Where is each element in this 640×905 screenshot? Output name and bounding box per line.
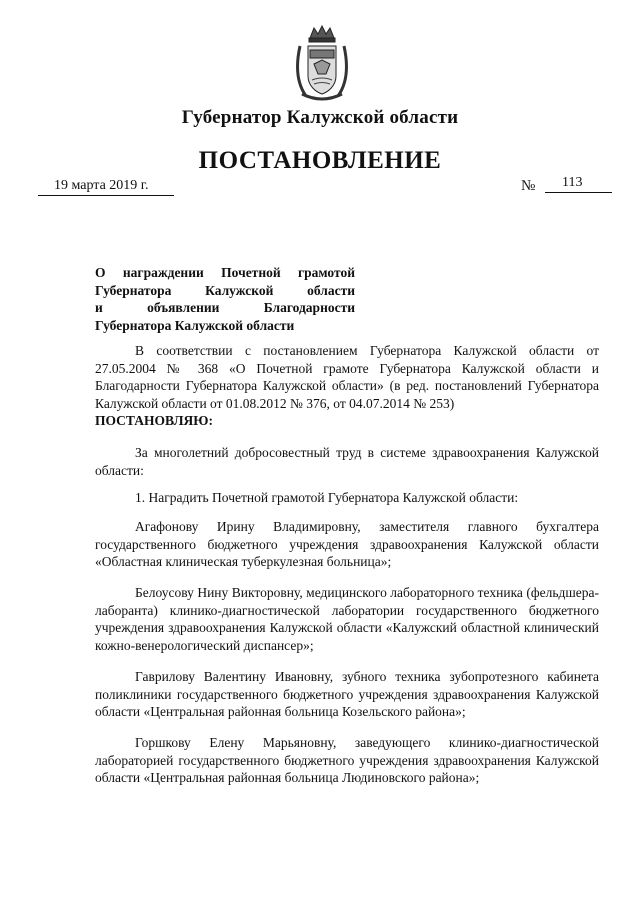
item-1-text: 1. Наградить Почетной грамотой Губернатора Калужской области: bbox=[135, 490, 519, 505]
coat-of-arms-emblem bbox=[292, 24, 352, 104]
subject-line: Губернатора Калужской области bbox=[95, 317, 295, 333]
document-type-heading: ПОСТАНОВЛЕНИЕ bbox=[198, 147, 442, 174]
subject-line: О награждении Почетной грамотой bbox=[95, 265, 355, 280]
awardee-paragraph bbox=[95, 668, 599, 721]
document-subject bbox=[95, 264, 355, 334]
awardee-text: Белоусову Нину Викторовну, медицинского лабораторного техника (фельдшера-лаборанта) клинико-диагностической лаборатории государственного бюджетного учреждения здравоохранения Калужской области «Калужский областной клинический кожно-венерологический диспансер»; bbox=[95, 585, 599, 653]
reason-text: За многолетний добросовестный труд в системе здравоохранения Калужской области: bbox=[95, 445, 599, 478]
document-number: 113 bbox=[545, 174, 612, 193]
awardee-paragraph bbox=[95, 584, 599, 654]
awardee-paragraph bbox=[95, 518, 599, 571]
awardee-text: Гаврилову Валентину Ивановну, зубного техника зубопротезного кабинета поликлиники государственного бюджетного учреждения здравоохранения Калужской области «Центральная районная больница Козельского района»; bbox=[95, 669, 599, 720]
awardee-text: Агафонову Ирину Владимировну, заместителя главного бухгалтера государственного бюджетного учреждения здравоохранения Калужской области «Областная клиническая туберкулезная больница»; bbox=[95, 519, 599, 570]
number-label: № bbox=[521, 178, 536, 194]
preamble-text: В соответствии с постановлением Губернатора Калужской области от 27.05.2004 № 368 «О Почетной грамоте Губернатора Калужской области и Благодарности Губернатора Калужской области» (в ред. постановлений Губернатора Калужской области от 01.08.2012 № 376, от 04.07.2014 № 253) bbox=[95, 343, 599, 411]
preamble-paragraph bbox=[95, 342, 599, 430]
subject-line: Губернатора Калужской области bbox=[95, 282, 355, 298]
reason-paragraph bbox=[95, 444, 599, 479]
awardee-paragraph bbox=[95, 734, 599, 787]
subject-line: и объявлении Благодарности bbox=[95, 300, 355, 315]
document-date: 19 марта 2019 г. bbox=[38, 177, 174, 196]
issuer-title: Губернатор Калужской области bbox=[181, 107, 459, 128]
awardee-text: Горшкову Елену Марьяновну, заведующего клинико-диагностической лабораторией государственного бюджетного учреждения здравоохранения Калужской области «Центральная районная больница Людиновского района»; bbox=[95, 735, 599, 786]
item-1-paragraph bbox=[95, 489, 599, 507]
decree-word: ПОСТАНОВЛЯЮ: bbox=[95, 413, 213, 429]
